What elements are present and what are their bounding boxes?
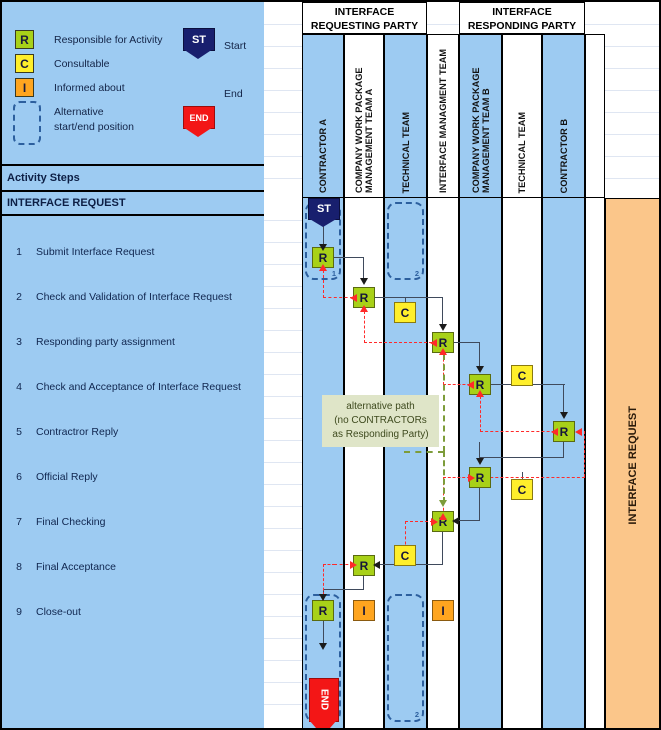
lane-contractor-b: [542, 198, 585, 730]
list-item[interactable]: [2, 552, 264, 582]
alt-start-box-technical-team: [387, 202, 424, 280]
lane-spacer: [585, 198, 605, 730]
node-step1-contractor-a[interactable]: R: [312, 247, 334, 268]
column-header-contractor-a[interactable]: [302, 34, 344, 198]
list-item[interactable]: [2, 462, 264, 492]
column-header-company-wpm-team-b[interactable]: [459, 34, 502, 198]
start-node-label: ST: [316, 202, 332, 215]
step-number: 4: [16, 381, 22, 393]
end-node[interactable]: [309, 678, 337, 730]
step-number: 2: [16, 291, 22, 303]
column-header-label: COMPANY WORK PACKAGE MANAGEMENT TEAM A: [354, 67, 374, 193]
alt-end-box-number: 2: [414, 710, 419, 719]
alternative-path-note-line1: alternative path: [346, 401, 415, 412]
alt-start-box-number: 2: [414, 269, 419, 278]
group-header-requesting-line2: REQUESTING PARTY: [310, 20, 419, 32]
group-header-responding-line1: INTERFACE: [492, 6, 552, 18]
list-item[interactable]: [2, 282, 264, 312]
alternative-path-note: [322, 395, 439, 447]
start-pennant-label: ST: [191, 33, 207, 46]
step-number: 5: [16, 426, 22, 438]
legend-label-alternative-1: Alternative: [54, 106, 104, 118]
legend-icon-responsible: R: [15, 30, 34, 49]
list-item[interactable]: [2, 417, 264, 447]
list-item[interactable]: [2, 597, 264, 627]
list-item[interactable]: [2, 372, 264, 402]
legend-box: [2, 2, 264, 166]
end-pennant-icon: [183, 106, 213, 136]
node-step8-company-wpm-team-a[interactable]: R: [353, 555, 375, 576]
legend-alt-position-box: [13, 101, 41, 145]
node-step2-technical-team[interactable]: C: [394, 302, 416, 323]
group-header-responding-party: [459, 2, 585, 34]
column-header-label: CONTRACTOR B: [558, 118, 569, 193]
group-header-responding-line2: RESPONDING PARTY: [467, 20, 577, 32]
node-step6-technical-team-b[interactable]: C: [511, 479, 533, 500]
node-step9-interface-management-team[interactable]: I: [432, 600, 454, 621]
interface-request-side-panel-label: INTERFACE REQUEST: [627, 405, 639, 525]
step-number: 3: [16, 336, 22, 348]
column-header-label: INTERFACE MANAGMENT TEAM: [438, 49, 448, 193]
list-item[interactable]: [2, 327, 264, 357]
node-step2-company-wpm-team-a[interactable]: R: [353, 287, 375, 308]
alt-start-box-number: 1: [331, 269, 336, 278]
alt-end-box-technical-team: [387, 594, 424, 722]
legend-label-informed: Informed about: [54, 82, 125, 94]
column-header-label: COMPANY WORK PACKAGE MANAGEMENT TEAM B: [470, 67, 491, 193]
step-number: 7: [16, 516, 22, 528]
legend-label-responsible: Responsible for Activity: [54, 34, 163, 46]
legend-icon-consultable: C: [15, 54, 34, 73]
lane-technical-team-b: [502, 198, 542, 730]
column-header-technical-team-a[interactable]: [384, 34, 427, 198]
column-header-label: TECHNICAL TEAM: [517, 111, 527, 193]
swimlane-chart: [264, 2, 661, 730]
activity-steps-header-label: Activity Steps: [7, 172, 80, 184]
column-header-label: CONTRACTOR A: [318, 118, 328, 193]
legend-label-end: End: [224, 88, 243, 100]
start-node[interactable]: [308, 198, 338, 226]
column-header-company-wpm-team-a[interactable]: [344, 34, 384, 198]
column-header-contractor-b[interactable]: [542, 34, 585, 198]
alternative-path-note-line3: as Responding Party): [332, 429, 429, 440]
column-header-spacer: [585, 34, 605, 198]
group-header-requesting-line1: INTERFACE: [334, 6, 395, 18]
step-label: Official Reply: [36, 471, 98, 483]
node-step9-contractor-a[interactable]: R: [312, 600, 334, 621]
legend-label-consultable: Consultable: [54, 58, 110, 70]
step-label: Check and Acceptance of Interface Request: [36, 381, 241, 393]
node-step7-interface-management-team[interactable]: R: [432, 511, 454, 532]
step-label: Check and Validation of Interface Request: [36, 291, 232, 303]
node-step6-company-wpm-team-b[interactable]: R: [469, 467, 491, 488]
list-item[interactable]: [2, 507, 264, 537]
activity-steps-header: [2, 166, 264, 192]
node-step9-company-wpm-team-a[interactable]: I: [353, 600, 375, 621]
step-number: 6: [16, 471, 22, 483]
node-step4-company-wpm-team-b[interactable]: R: [469, 374, 491, 395]
alternative-path-note-line2: (no CONTRACTORs: [334, 415, 427, 426]
column-header-label: TECHNICAL TEAM: [400, 111, 411, 193]
step-label: Submit Interface Request: [36, 246, 155, 258]
interface-request-section-label: INTERFACE REQUEST: [7, 197, 126, 209]
list-item[interactable]: [2, 237, 264, 267]
node-step8-technical-team[interactable]: C: [394, 545, 416, 566]
step-number: 1: [16, 246, 22, 258]
activity-steps-list: [2, 216, 264, 730]
step-label: Final Checking: [36, 516, 106, 528]
end-pennant-label: END: [189, 112, 209, 123]
step-number: 8: [16, 561, 22, 573]
node-step4-technical-team-b[interactable]: C: [511, 365, 533, 386]
group-header-requesting-party: [302, 2, 427, 34]
legend-label-alternative-2: start/end position: [54, 121, 134, 133]
interface-request-side-panel: [605, 198, 661, 730]
node-step3-interface-management-team[interactable]: R: [432, 332, 454, 353]
step-label: Responding party assignment: [36, 336, 175, 348]
step-label: Close-out: [36, 606, 81, 618]
column-header-technical-team-b[interactable]: [502, 34, 542, 198]
step-label: Contractror Reply: [36, 426, 119, 438]
legend-icon-informed: I: [15, 78, 34, 97]
node-step5-contractor-b[interactable]: R: [553, 421, 575, 442]
step-label: Final Acceptance: [36, 561, 116, 573]
column-header-interface-management-team[interactable]: [427, 34, 459, 198]
start-pennant-icon: [183, 28, 213, 58]
interface-request-section-header: [2, 192, 264, 216]
step-number: 9: [16, 606, 22, 618]
legend-label-start: Start: [224, 40, 247, 52]
end-node-label: END: [318, 689, 330, 711]
